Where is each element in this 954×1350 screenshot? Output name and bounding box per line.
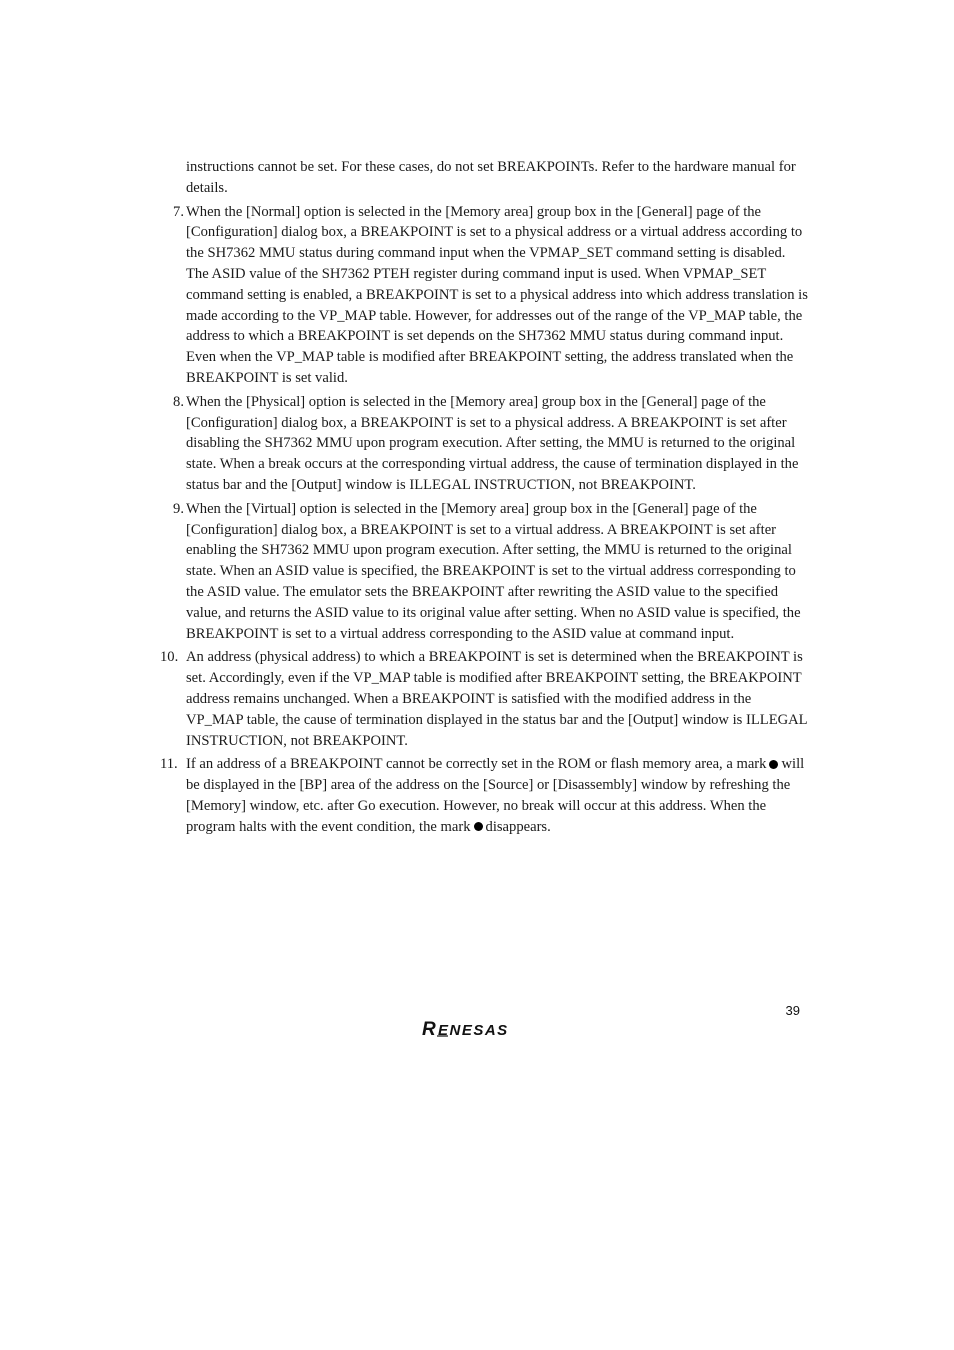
list-item-text-part3: disappears. <box>485 818 551 835</box>
document-body <box>160 157 810 841</box>
list-item-text: When the [Virtual] option is selected in the [Memory area] group box in the [General] page of the [Configuration] dialog box, a BREAKPOINT is set to a virtual address. A BREAKPOINT is set after enabling the SH7362 MMU upon program execution. After setting, the MMU is returned to the original state. When an ASID value is specified, the BREAKPOINT is set to the virtual address corresponding to the ASID value. The emulator sets the BREAKPOINT after rewriting the ASID value to the specified value, and returns the ASID value to its original value after setting. When no ASID value is specified, the BREAKPOINT is set to a virtual address corresponding to the ASID value at command input. <box>186 500 801 642</box>
list-item-number: 8. <box>173 393 184 410</box>
list-item-number: 9. <box>173 500 184 517</box>
list-item-number: 11. <box>160 756 178 773</box>
breakpoint-mark-icon <box>769 760 778 769</box>
list-item-text-part2: will be displayed in the [BP] area of the address on the [Source] or [Disassembly] window by refreshing the [Memory] window, etc. after Go execution. However, no break will occur at this address. When the program halts with the event condition, the mark <box>186 756 805 835</box>
list-item-text: When the [Normal] option is selected in the [Memory area] group box in the [General] page of the [Configuration] dialog box, a BREAKPOINT is set to a physical address or a virtual address according to the SH7362 MMU status during command input when the VPMAP_SET command setting is disabled. The ASID value of the SH7362 PTEH register during command input is used. When VPMAP_SET command setting is enabled, a BREAKPOINT is set to a physical address into which address translation is made according to the VP_MAP table. However, for addresses out of the range of the VP_MAP table, the address to which a BREAKPOINT is set depends on the SH7362 MMU status during command input. Even when the VP_MAP table is modified after BREAKPOINT setting, the address translated when the BREAKPOINT is set valid. <box>186 203 808 386</box>
list-item-7 <box>160 202 810 389</box>
list-item-8 <box>160 392 810 496</box>
logo-letter-r: R <box>422 1019 436 1040</box>
list-item-number: 7. <box>173 203 184 220</box>
renesas-logo <box>420 1016 542 1040</box>
logo-letters: ENESAS <box>438 1022 509 1039</box>
continuation-paragraph: instructions cannot be set. For these cases, do not set BREAKPOINTs. Refer to the hardware manual for details. <box>186 159 796 196</box>
page-number: 39 <box>785 1003 800 1018</box>
list-item-9 <box>160 499 810 645</box>
list-item-text: When the [Physical] option is selected in the [Memory area] group box in the [General] page of the [Configuration] dialog box, a BREAKPOINT is set to a physical address. A BREAKPOINT is set after disabling the SH7362 MMU upon program execution. After setting, the MMU is returned to the original state. When a break occurs at the corresponding virtual address, the cause of termination displayed in the status bar and the [Output] window is ILLEGAL INSTRUCTION, not BREAKPOINT. <box>186 393 799 493</box>
list-item-11 <box>160 754 810 837</box>
list-item-text: An address (physical address) to which a BREAKPOINT is set is determined when the BREAKPOINT is set. Accordingly, even if the VP_MAP table is modified after BREAKPOINT setting, the BREAKPOINT address remains unchanged. When a BREAKPOINT is satisfied with the modified address in the VP_MAP table, the cause of termination displayed in the status bar and the [Output] window is ILLEGAL INSTRUCTION, not BREAKPOINT. <box>186 649 808 749</box>
breakpoint-mark-icon <box>474 822 483 831</box>
list-item-text-part1: If an address of a BREAKPOINT cannot be correctly set in the ROM or flash memory area, a mark <box>186 756 767 773</box>
list-item-number: 10. <box>160 649 179 666</box>
list-item-10 <box>160 647 810 751</box>
